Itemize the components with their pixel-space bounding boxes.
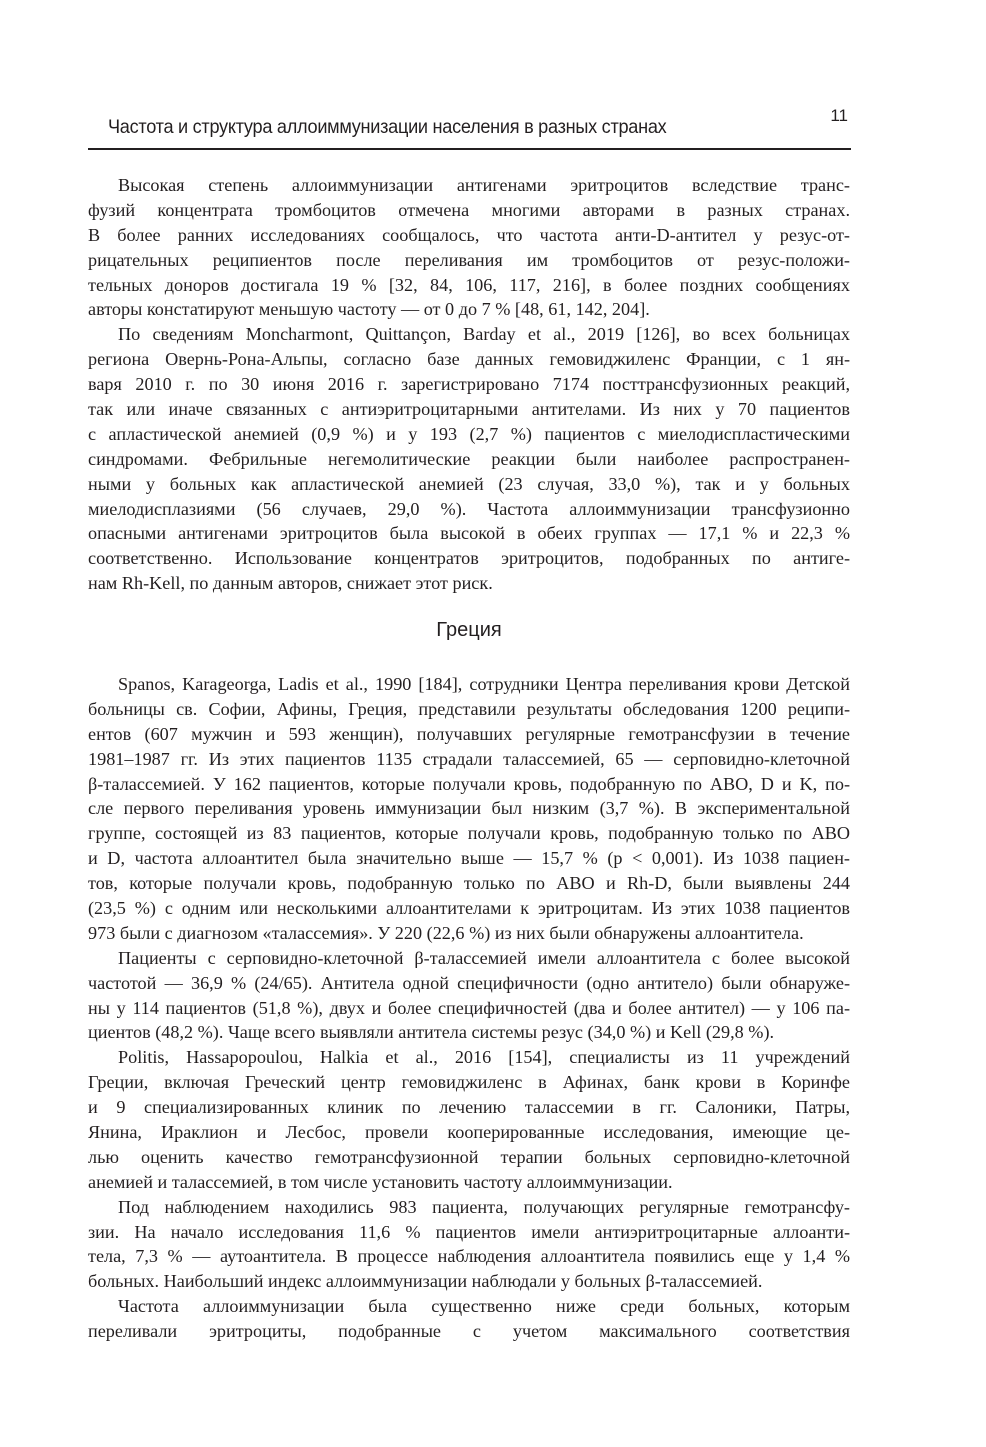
text-line: частотой — 36,9 % (24/65). Антитела одной специфичности (одно антитело) были обнаруже- [88, 972, 850, 993]
text-line: Под наблюдением находились 983 пациента, получающих регулярные гемотрансфу- [118, 1196, 850, 1217]
text-line: больных. Наибольший индекс аллоиммунизации наблюдали у больных β-талассемией. [88, 1271, 763, 1292]
paragraph [88, 322, 850, 596]
text-line: Греции, включая Греческий центр гемовиджиленс в Афинах, банк крови в Коринфе [88, 1072, 850, 1093]
text-line: группе, состоящей из 83 пациентов, которые получали кровь, подобранную только по ABO [88, 823, 850, 844]
page-number: 11 [830, 106, 848, 125]
text-line: фузий концентрата тромбоцитов отмечена многими авторами в разных странах. [88, 199, 850, 220]
text-line: и D, частота аллоантител была значительно выше — 15,7 % (p < 0,001). Из 1038 пациен- [88, 848, 850, 869]
paragraph [88, 1045, 850, 1194]
text-line: лью оценить качество гемотрансфузионной терапии больных серповидно-клеточной [88, 1146, 850, 1167]
text-line: рицательных реципиентов после переливания им тромбоцитов от резус-положи- [88, 249, 850, 270]
text-line: с апластической анемией (0,9 %) и у 193 (2,7 %) пациентов с миелодиспластическими [88, 423, 850, 444]
text-line: Частота аллоиммунизации была существенно ниже среди больных, которым [118, 1296, 850, 1317]
text-line: анемией и талассемией, в том числе установить частоту аллоиммунизации. [88, 1171, 673, 1192]
text-line: опасными антигенами эритроцитов была высокой в обеих группах — 17,1 % и 22,3 % [88, 523, 850, 544]
section-heading-greece: Греция [436, 619, 502, 641]
text-line: и 9 специализированных клиник по лечению талассемии в гг. Салоники, Патры, [88, 1097, 850, 1118]
text-line: В более ранних исследованиях сообщалось, что частота анти-D-антител у резус-от- [88, 224, 850, 245]
section-intro [88, 173, 850, 596]
text-line: тов, которые получали кровь, подобранную только по ABO и Rh-D, были выявлены 244 [88, 873, 850, 894]
text-line: соответственно. Использование концентратов эритроцитов, подобранных по антиге- [88, 548, 850, 569]
text-line: ны у 114 пациентов (51,8 %), двух и более специфичностей (два и более антител) — у 106 па- [88, 997, 850, 1018]
text-line: переливали эритроциты, подобранные с учетом максимального соответствия [88, 1321, 850, 1342]
paragraph [88, 173, 850, 322]
header-rule [88, 148, 851, 150]
text-line: региона Овернь-Рона-Альпы, согласно базе данных гемовиджиленс Франции, с 1 ян- [88, 349, 850, 370]
section-greece-body [88, 672, 850, 1344]
text-line: ными у больных как апластической анемией (23 случая, 33,0 %), так и у больных [88, 473, 850, 494]
text-line: Spanos, Karageorga, Ladis et al., 1990 [184], сотрудники Центра переливания крови Детской [118, 674, 850, 694]
text-line: (23,5 %) с одним или несколькими аллоантителами к эритроцитам. Из этих 1038 пациентов [88, 898, 850, 919]
text-line: 1981–1987 гг. Из этих пациентов 1135 страдали талассемией, 65 — серповидно-клеточной [88, 748, 850, 769]
text-line: 973 были с диагнозом «талассемия». У 220 (22,6 %) из них были обнаружены аллоантитела. [88, 922, 804, 943]
text-line: синдромами. Фебрильные негемолитические реакции были наиболее распространен- [88, 448, 850, 469]
running-title: Частота и структура аллоиммунизации населения в разных странах [108, 116, 667, 138]
text-line: ентов (607 мужчин и 593 женщин), получавших регулярные гемотрансфузии в течение [88, 723, 850, 744]
text-line: сле первого переливания уровень иммунизации был низким (3,7 %). В экспериментальной [88, 798, 850, 819]
text-line: нам Rh-Kell, по данным авторов, снижает этот риск. [88, 573, 493, 594]
text-line: тела, 7,3 % — аутоантитела. В процессе наблюдения аллоантитела появились еще у 1,4 % [88, 1246, 850, 1267]
text-line: варя 2010 г. по 30 июня 2016 г. зарегистрировано 7174 посттрансфузионных реакций, [88, 374, 850, 395]
paragraph [88, 1195, 850, 1295]
text-line: тельных доноров достигала 19 % [32, 84, 106, 117, 216], в более поздних сообщениях [88, 274, 850, 295]
text-line: зии. На начало исследования 11,6 % пациентов имели антиэритроцитарные аллоанти- [88, 1221, 850, 1242]
running-header [88, 104, 850, 150]
text-line: Пациенты с серповидно-клеточной β-талассемией имели аллоантитела с более высокой [118, 947, 850, 968]
text-line: авторы констатируют меньшую частоту — от 0 до 7 % [48, 61, 142, 204]. [88, 299, 650, 320]
text-line: Высокая степень аллоиммунизации антигенами эритроцитов вследствие транс- [118, 175, 850, 195]
text-line: так или иначе связанных с антиэритроцитарными антителами. Из них у 70 пациентов [88, 399, 850, 420]
text-line: β-талассемией. У 162 пациентов, которые получали кровь, подобранную по ABO, D и K, по- [88, 773, 850, 794]
paragraph [88, 672, 850, 946]
paragraph [88, 946, 850, 1046]
text-line: Янина, Ираклион и Лесбос, провели кооперированные исследования, имеющие це- [88, 1122, 850, 1143]
text-line: Politis, Hassapopoulou, Halkia et al., 2016 [154], специалисты из 11 учреждений [118, 1047, 850, 1068]
text-line: По сведениям Moncharmont, Quittançon, Barday et al., 2019 [126], во всех больницах [118, 324, 850, 345]
text-line: циентов (48,2 %). Чаще всего выявляли антитела системы резус (34,0 %) и Kell (29,8 %). [88, 1022, 775, 1043]
paragraph [88, 1294, 850, 1344]
text-line: миелодисплазиями (56 случаев, 29,0 %). Частота аллоиммунизации трансфузионно [88, 498, 850, 519]
text-line: больницы св. Софии, Афины, Греция, представили результаты обследования 1200 реципи- [88, 698, 850, 719]
